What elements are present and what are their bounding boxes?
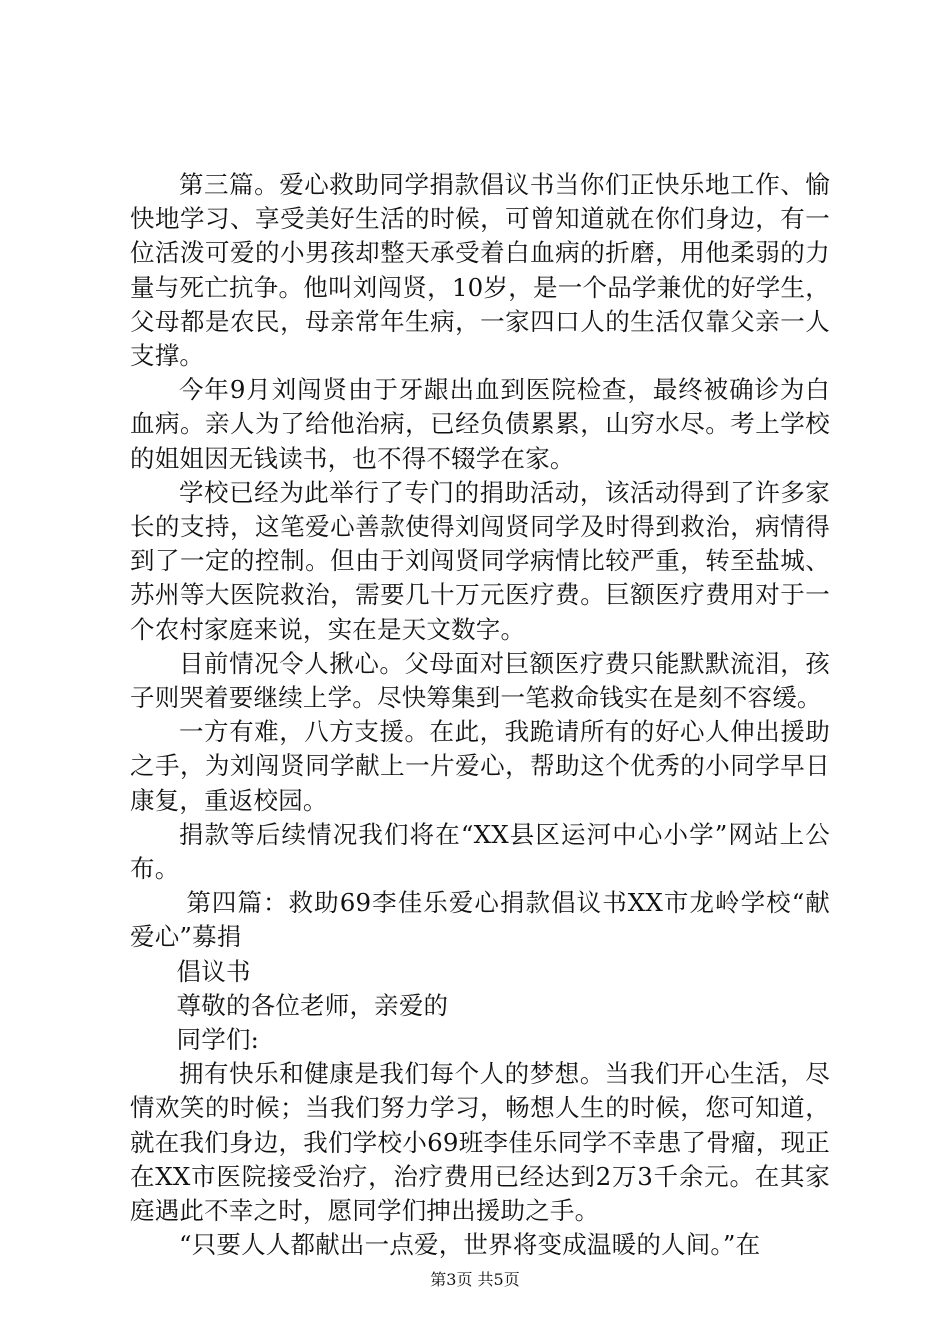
salutation-line-2: 同学们: (176, 1025, 260, 1055)
paragraph-quote: “只要人人都献出一点爱，世界将变成温暖的人间。”在 (179, 1230, 761, 1260)
paragraph-intro: 第三篇。爱心救助同学捐款倡议书当你们正快乐地工作、愉快地学习、享受美好生活的时候，可曾知道就在你们身边，有一位活泼可爱的小男孩却整天承受着白血病的折磨，用他柔弱的力量与死亡抗争。他叫刘闯贤，10岁，是一个品学兼优的好学生，父母都是农民，母亲常年生病，一家四口人的生活仅靠父亲一人支撑。 (130, 170, 830, 371)
salutation-line-1: 尊敬的各位老师，亲爱的 (176, 990, 449, 1020)
paragraph-announcement: 捐款等后续情况我们将在“XX县区运河中心小学”网站上公布。 (130, 819, 830, 884)
section-heading-4: 第四篇：救助69李佳乐爱心捐款倡议书XX市龙岭学校“献爱心”募捐 (130, 888, 830, 952)
paragraph-dream: 拥有快乐和健康是我们每个人的梦想。当我们开心生活，尽情欢笑的时候；当我们努力学习，畅想人生的时候，您可知道，就在我们身边，我们学校小69班李佳乐同学不幸患了骨瘤，现正在XX市医院接受治疗，治疗费用已经达到2万3千余元。在其家庭遇此不幸之时，愿同学们抻出援助之手。 (130, 1059, 830, 1226)
page-number: 第3页 共5页 (430, 1270, 520, 1289)
paragraph-school-aid: 学校已经为此举行了专门的捐助活动，该活动得到了许多家长的支持，这笔爱心善款使得刘闯贤同学及时得到救治，病情得到了一定的控制。但由于刘闯贤同学病情比较严重，转至盐城、苏州等大医院救治，需要几十万元医疗费。巨额医疗费用对于一个农村家庭来说，实在是天文数字。 (130, 477, 830, 644)
paragraph-situation: 目前情况令人揪心。父母面对巨额医疗费只能默默流泪，孩子则哭着要继续上学。尽快筹集到一笔救命钱实在是刻不容缓。 (130, 648, 830, 713)
proposal-title: 倡议书 (176, 956, 251, 986)
document-body (130, 168, 830, 1263)
page-footer (0, 1270, 950, 1290)
paragraph-diagnosis: 今年9月刘闯贤由于牙龈出血到医院检查，最终被确诊为白血病。亲人为了给他治病，已经负债累累，山穷水尽。考上学校的姐姐因无钱读书，也不得不辍学在家。 (130, 375, 830, 473)
paragraph-appeal: 一方有难，八方支援。在此，我跪请所有的好心人伸出援助之手，为刘闯贤同学献上一片爱心，帮助这个优秀的小同学早日康复，重返校园。 (130, 717, 830, 815)
